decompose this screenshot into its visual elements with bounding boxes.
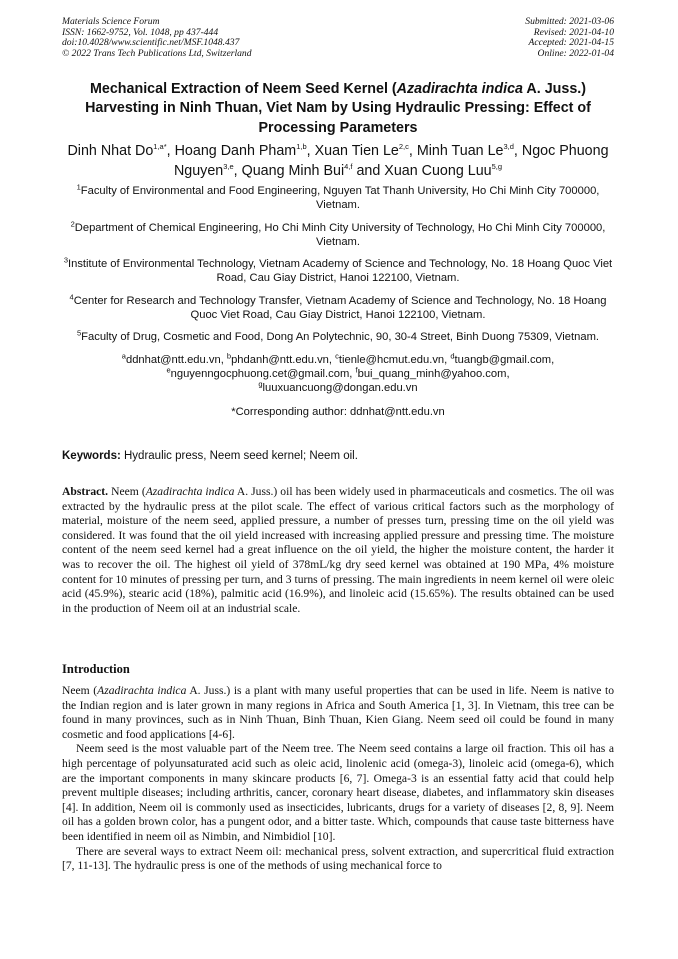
title-part-1: Mechanical Extraction of Neem Seed Kernel ( [89, 81, 397, 97]
email[interactable]: $^g$luuxuancuong@dongan.edu.vn [258, 378, 418, 394]
author: Xuan Tien Le$^{2,c}$, [314, 142, 417, 159]
intro-paragraph-2: Neem seed is the most valuable part of the Neem tree. The Neem seed contains a large oil fraction. This oil has a high percentage of polyunsaturated acid such as oleic acid, linolenic acid (omega-3), linoleic acid (omega-6), which are the important components in many skincare products [6, 7]. Omega-3 is an essential fatty acid that could help prevent multiple diseases; including arthritis, cancer, coronary heart disease, diabetes, and inflammatory skin diseases [4]. In addition, Neem oil is commonly used as insecticides, lubricants, drugs for a variety of diseases [2, 8, 9]. Neem oil has a golden brown color, has a pungent odor, and a bitter taste. Which, compounds that cause taste bitterness have been identified in neem oil as Nimbin, and Nimbidiol [10]. [62, 742, 614, 843]
introduction-heading: Introduction [62, 662, 130, 676]
journal-header-right [525, 17, 614, 59]
title-part-2: A. Juss.) Harvesting in Ninh Thuan, Viet Nam by Using Hydraulic Pressing: Effect of Processing Parameters [85, 81, 591, 136]
email[interactable]: $^a$ddnhat@ntt.edu.vn [121, 350, 221, 366]
keywords-text: Hydraulic press, Neem seed kernel; Neem oil. [120, 450, 358, 462]
abstract-species: Azadirachta indica [145, 485, 235, 498]
author: Dinh Nhat $Do^{1,a*}$, [67, 142, 175, 159]
author: Minh Tuan Le$^{3,d}$, [416, 142, 522, 159]
author: Hoang Danh Pham$^{1,b}$, [174, 142, 315, 159]
journal-header-left [62, 17, 252, 59]
introduction-body [62, 684, 614, 874]
affiliations [62, 184, 614, 419]
affiliation-1: $^1$Faculty of Environmental and Food Engineering, Nguyen Tat Thanh University, Ho Chi Minh City 700000, Vietnam. [76, 182, 600, 212]
intro-paragraph-3: There are several ways to extract Neem oil: mechanical press, solvent extraction, and supercritical fluid extraction [7, 11-13]. The hydraulic press is one of the methods of using mechanical force to [62, 844, 614, 873]
author: Ngoc Phuong Nguyen$^{3,e}$, [173, 143, 609, 179]
intro-paragraph-1: Neem (Azadirachta indica A. Juss.) is a plant with many useful properties that can be used in life. Neem is native to the Indian region and is later grown in many regions in Africa and South America [1, 3]. In Vietnam, this tree can be found in many provinces, such as in Ninh Thuan, Binh Thuan, Kien Giang. Neem seed oil could be found in many cosmetic and food applications [4-6]. [62, 684, 614, 741]
paper-title [62, 80, 614, 138]
email[interactable]: $^e$nguyenngocphuong.cet@gmail.com [166, 364, 350, 380]
keywords-label: Keywords: [62, 450, 121, 462]
abstract-text: A. Juss.) oil has been widely used in pharmaceuticals and cosmetics. The oil was extracted by the hydraulic press at the pilot scale. The effect of various critical factors such as the morphology of material, moisture of the neem seed, applied pressure, a number of presses turn, pressing time on the oil yield was considered. It was found that the oil yield increased with increasing applied pressure and pressing time. The moisture content of the neem seed kernel had a great influence on the oil yield, the higher the moisture content, the harder it was to recover the oil. The highest oil yield of 378mL/kg dry seed kernel was obtained at 190 MPa, 4% moisture content for 10 minutes of pressing per turn, and 3 turns of pressing. The main ingredients in neem kernel oil were oleic acid (45.9%), stearic acid (18%), palmitic acid (16.9%), and linoleic acid (15.65%). The results obtained can be used in the production of Neem oil at an industrial scale. [62, 485, 615, 615]
email[interactable]: $^f$bui_quang_minh@yahoo.com [355, 364, 507, 380]
affiliation-4: $^4$Center for Research and Technology Transfer, Vietnam Academy of Science and Technology, No. 18 Hoang Quoc Viet Road, Cau Giay District, Hanoi 122100, Vietnam. [69, 292, 607, 322]
submitted-date: Submitted: 2021-03-06 [525, 16, 614, 27]
affiliation-2: $^2$Department of Chemical Engineering, Ho Chi Minh City University of Technology, Ho Chi Minh City 700000, Vietnam. [70, 218, 606, 248]
email[interactable]: $^d$tuangb@gmail.com [450, 350, 552, 366]
revised-date: Revised: 2021-04-10 [533, 26, 614, 38]
title-species: Azadirachta indica [396, 81, 523, 97]
email[interactable]: $^c$tienle@hcmut.edu.vn [335, 350, 445, 366]
affiliation-5: $^5$Faculty of Drug, Cosmetic and Food, Dong An Polytechnic, 90, 30-4 Street, Binh Duong 75309, Vietnam. [77, 328, 599, 344]
abstract-label: Abstract. [62, 485, 109, 498]
abstract: Abstract. Neem (Azadirachta indica A. Juss.) oil has been widely used in pharmaceuticals and cosmetics. The oil was extracted by the hydraulic press at the pilot scale. The effect of various critical factors such as the morphology of material, moisture of the neem seed, applied pressure, a number of presses turn, pressing time on the oil yield was considered. It was found that the oil yield increased with increasing applied pressure and pressing time. The moisture content of the neem seed kernel had a great influence on the oil yield, the higher the moisture content, the harder it was to recover the oil. The highest oil yield of 378mL/kg dry seed kernel was obtained at 190 MPa, 4% moisture content for 10 minutes of pressing per turn, and 3 turns of pressing. The main ingredients in neem kernel oil were oleic acid (45.9%), stearic acid (18%), palmitic acid (16.9%), and linoleic acid (15.65%). The results obtained can be used in the production of Neem oil at an industrial scale. [62, 485, 615, 615]
author-emails: $^a$ddnhat@ntt.edu.vn, $^b$phdanh@ntt.edu.vn, $^c$tienle@hcmut.edu.vn, $^d$tuangb@gmail.com, $^e$nguyenngocphuong.cet@gmail.com, $^f$bui_quang_minh@yahoo.com, $^g$luuxuancuong@dongan.edu.vn [121, 350, 555, 394]
copyright-line: © 2022 Trans Tech Publications Ltd, Switzerland [62, 47, 252, 59]
email[interactable]: $^b$phdanh@ntt.edu.vn [226, 350, 329, 366]
journal-issn: ISSN: 1662-9752, Vol. 1048, pp 437-444 [62, 26, 219, 38]
corresponding-author: *Corresponding author: ddnhat@ntt.edu.vn [231, 405, 445, 418]
accepted-date: Accepted: 2021-04-15 [528, 37, 614, 49]
author: Quang Minh Bui$^{4,f}$ and [241, 161, 385, 179]
online-date: Online: 2022-01-04 [537, 47, 614, 59]
article-doi: doi:10.4028/www.scientific.net/MSF.1048.437 [62, 37, 240, 49]
journal-name: Materials Science Forum [62, 16, 160, 27]
author: Xuan Cuong Luu$^{5,g}$ [384, 161, 503, 179]
keywords [62, 450, 358, 462]
author-list [62, 142, 614, 181]
affiliation-3: $^3$Institute of Environmental Technology, Vietnam Academy of Science and Technology, No. 18 Hoang Quoc Viet Road, Cau Giay District, Hanoi 122100, Vietnam. [63, 255, 613, 285]
